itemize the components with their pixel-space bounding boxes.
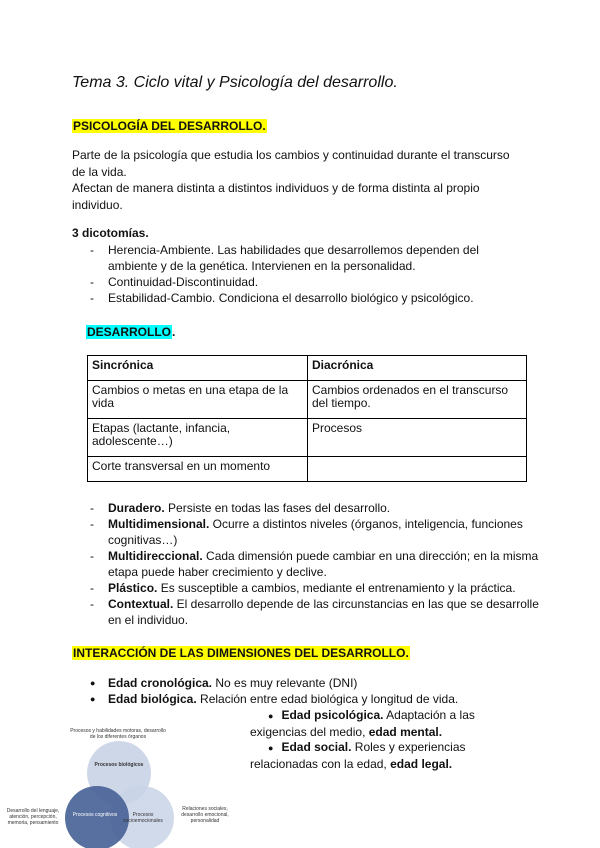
paragraph-line: Parte de la psicología que estudia los cambios y continuidad durante el transcurso xyxy=(72,148,510,162)
list-item xyxy=(72,516,542,548)
table-row xyxy=(88,381,527,419)
trait-term: Duradero. xyxy=(108,501,165,515)
section-heading-desarrollo xyxy=(86,323,175,341)
venn-svg xyxy=(0,718,240,848)
paragraph-line: individuo. xyxy=(72,197,123,212)
label-cognitive: Procesos cognitivos xyxy=(72,812,118,818)
age-desc: Relación entre edad biológica y longitud de vida. xyxy=(196,692,459,706)
age-social xyxy=(250,739,550,772)
dichotomies-list xyxy=(72,242,512,306)
intro-paragraph xyxy=(72,147,532,213)
trait-term: Multidimensional. xyxy=(108,517,210,531)
trait-desc: Persiste en todas las fases del desarrollo. xyxy=(164,501,391,515)
list-item xyxy=(72,691,542,707)
list-item xyxy=(72,548,542,580)
trait-desc: Es susceptible a cambios, mediante el entrenamiento y la práctica. xyxy=(157,581,516,595)
bullet-icon: ● xyxy=(268,711,274,721)
diagram-top-caption: Procesos y habilidades motoras, desarrollo de los diferentes órganos xyxy=(70,728,166,740)
diagram-right-caption: Relaciones sociales, desarrollo emocional, personalidad xyxy=(181,806,229,824)
label-socioemotional: Procesos socioemocionales xyxy=(123,812,163,824)
table-header: Sincrónica xyxy=(88,356,308,381)
list-item: - Estabilidad-Cambio. Condiciona el desarrollo biológico y psicológico. xyxy=(72,290,512,306)
list-item xyxy=(72,675,542,691)
age-term: Edad biológica. xyxy=(108,692,197,706)
table-row xyxy=(88,457,527,482)
list-item: - Herencia-Ambiente. Las habilidades que desarrollemos dependen del ambiente y de la genética. Intervienen en la personalidad. xyxy=(72,242,512,274)
section-heading-text: PSICOLOGÍA DEL DESARROLLO. xyxy=(73,119,266,133)
trait-term: Multidireccional. xyxy=(108,549,203,563)
diagram-left-caption: Desarrollo del lenguaje, atención, percepción, memoria, pensamiento xyxy=(6,808,60,826)
table-header-row xyxy=(88,356,527,381)
age-social-line1 xyxy=(250,739,550,756)
table-row xyxy=(88,419,527,457)
age-psych-line2 xyxy=(250,724,550,740)
age-desc: exigencias del medio, xyxy=(250,725,369,739)
paragraph-line: de la vida. xyxy=(72,164,127,179)
dimensions-diagram xyxy=(0,718,240,848)
table-cell: Cambios ordenados en el transcurso del tiempo. xyxy=(308,381,527,419)
dichotomies-title: 3 dicotomías. xyxy=(72,226,149,240)
age-term: Edad psicológica. xyxy=(281,708,384,722)
label-biological: Procesos biológicos xyxy=(94,762,144,768)
age-desc: relacionadas con la edad, xyxy=(250,757,391,771)
age-social-line2 xyxy=(250,756,550,772)
age-psychological xyxy=(250,707,550,740)
table-cell: Etapas (lactante, infancia, adolescente…) xyxy=(88,419,308,457)
table-cell xyxy=(308,457,527,482)
section-heading-text: DESARROLLO xyxy=(87,325,171,339)
ages-list xyxy=(72,675,542,707)
list-item xyxy=(72,580,542,596)
table-cell: Corte transversal en un momento xyxy=(88,457,308,482)
age-strong: edad mental. xyxy=(368,725,443,739)
trait-desc: Ocurre a distintos niveles (órganos, inteligencia, funciones cognitivas…) xyxy=(108,517,523,547)
age-term: Edad cronológica. xyxy=(108,676,213,690)
paragraph-line: Afectan de manera distinta a distintos individuos y de forma distinta al propio xyxy=(72,181,480,195)
age-term: Edad social. xyxy=(281,740,352,754)
list-item xyxy=(72,500,542,516)
section-heading-psicologia xyxy=(72,117,267,135)
table-cell: Procesos xyxy=(308,419,527,457)
section-heading-text: INTERACCIÓN DE LAS DIMENSIONES DEL DESARROLLO. xyxy=(73,646,409,660)
trait-term: Plástico. xyxy=(108,581,158,595)
bullet-icon: ● xyxy=(268,743,274,753)
age-desc: Adaptación a las xyxy=(383,708,475,722)
section-heading-interaccion xyxy=(72,644,410,662)
traits-list xyxy=(72,500,542,628)
list-item: - Continuidad-Discontinuidad. xyxy=(72,274,512,290)
trait-term: Contextual. xyxy=(108,597,174,611)
page-title: Tema 3. Ciclo vital y Psicología del desarrollo. xyxy=(72,74,398,91)
age-strong: edad legal. xyxy=(390,757,453,771)
trait-desc: El desarrollo depende de las circunstancias en las que se desarrolle en el individuo. xyxy=(108,597,539,627)
comparison-table xyxy=(87,355,527,482)
table-cell: Cambios o metas en una etapa de la vida xyxy=(88,381,308,419)
heading-dot: . xyxy=(172,325,176,339)
list-item xyxy=(72,596,542,628)
age-desc: No es muy relevante (DNI) xyxy=(212,676,358,690)
table-header: Diacrónica xyxy=(308,356,527,381)
trait-desc: Cada dimensión puede cambiar en una dirección; en la misma etapa puede haber crecimiento y declive. xyxy=(108,549,539,579)
age-desc: Roles y experiencias xyxy=(351,740,466,754)
age-psych-line1 xyxy=(250,707,550,724)
